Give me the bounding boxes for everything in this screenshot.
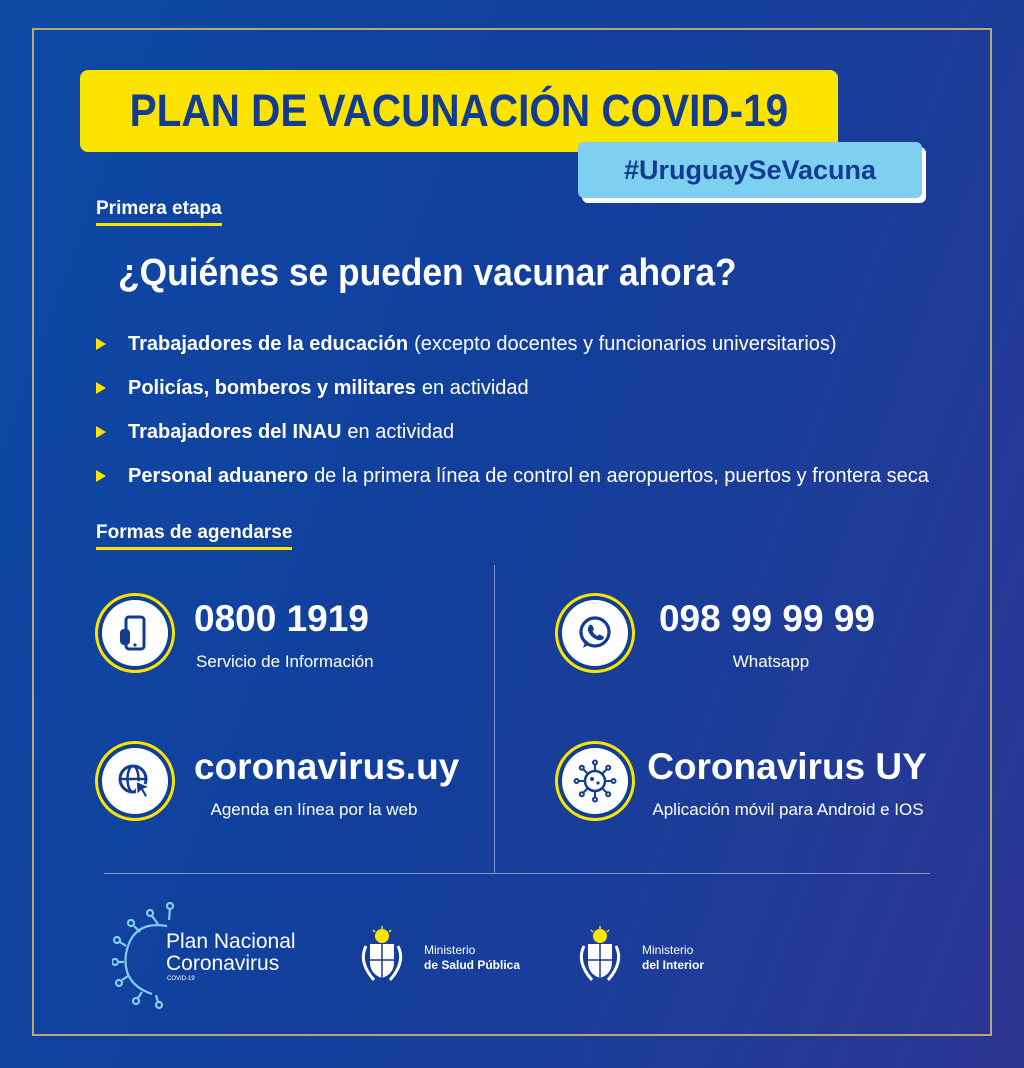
stage-label: Primera etapa: [96, 198, 222, 226]
ministry-interior-text: [642, 943, 704, 973]
question-heading: ¿Quiénes se pueden vacunar ahora?: [118, 252, 737, 294]
contact-main-app: Coronavirus UY: [647, 746, 927, 787]
title-banner: [80, 70, 838, 152]
list-item: [96, 322, 996, 366]
globe-cursor-icon: [102, 748, 168, 814]
plan-line-2: Coronavirus: [166, 952, 280, 975]
eligible-groups-list: [96, 322, 996, 498]
ministry-health-text: [424, 943, 520, 973]
group-rest: en actividad: [421, 376, 529, 399]
virus-icon: [562, 748, 628, 814]
horizontal-divider: [104, 873, 930, 874]
list-item: [96, 366, 996, 410]
contact-sub-web: Agenda en línea por la web: [210, 800, 418, 819]
ministry-health-line1: Ministerio: [424, 943, 476, 957]
group-rest: de la primera línea de control en aeropuertos, puertos y frontera seca: [314, 464, 929, 487]
group-rest: en actividad: [347, 420, 455, 443]
schedule-label: Formas de agendarse: [96, 522, 292, 550]
whatsapp-icon: [562, 600, 628, 666]
group-bold: Trabajadores de la educación: [128, 332, 409, 355]
coat-of-arms-icon: [356, 926, 408, 986]
vertical-divider: [494, 565, 495, 873]
contact-main-web: coronavirus.uy: [194, 746, 460, 787]
contact-main-phone: 0800 1919: [194, 598, 369, 639]
group-bold: Personal aduanero: [128, 464, 309, 487]
group-bold: Trabajadores del INAU: [128, 420, 342, 443]
contact-main-whatsapp: 098 99 99 99: [658, 598, 876, 639]
ministry-interior-line1: Ministerio: [642, 943, 694, 957]
ministry-interior-line2: del Interior: [642, 958, 705, 972]
list-item: [96, 410, 996, 454]
bullet-triangle-icon: [96, 382, 106, 394]
bullet-triangle-icon: [96, 338, 106, 350]
plan-covid-small: COVID-19: [167, 976, 195, 982]
contact-sub-app: Aplicación móvil para Android e IOS: [652, 800, 924, 819]
bullet-triangle-icon: [96, 426, 106, 438]
contact-sub-whatsapp: Whatsapp: [732, 652, 810, 671]
group-bold: Policías, bomberos y militares: [128, 376, 416, 399]
group-rest: (excepto docentes y funcionarios universitarios): [414, 332, 837, 355]
plan-nacional-text: [166, 931, 296, 975]
list-item: [96, 454, 996, 498]
bullet-triangle-icon: [96, 470, 106, 482]
title: PLAN DE VACUNACIÓN COVID-19: [129, 85, 789, 136]
ministry-health-line2: de Salud Pública: [424, 958, 521, 972]
phone-icon: [102, 600, 168, 666]
contact-sub-phone: Servicio de Información: [196, 652, 374, 671]
hashtag-badge: [578, 142, 922, 198]
hashtag-text: #UruguaySeVacuna: [623, 154, 877, 185]
plan-line-1: Plan Nacional: [166, 930, 296, 953]
coat-of-arms-icon: [574, 926, 626, 986]
